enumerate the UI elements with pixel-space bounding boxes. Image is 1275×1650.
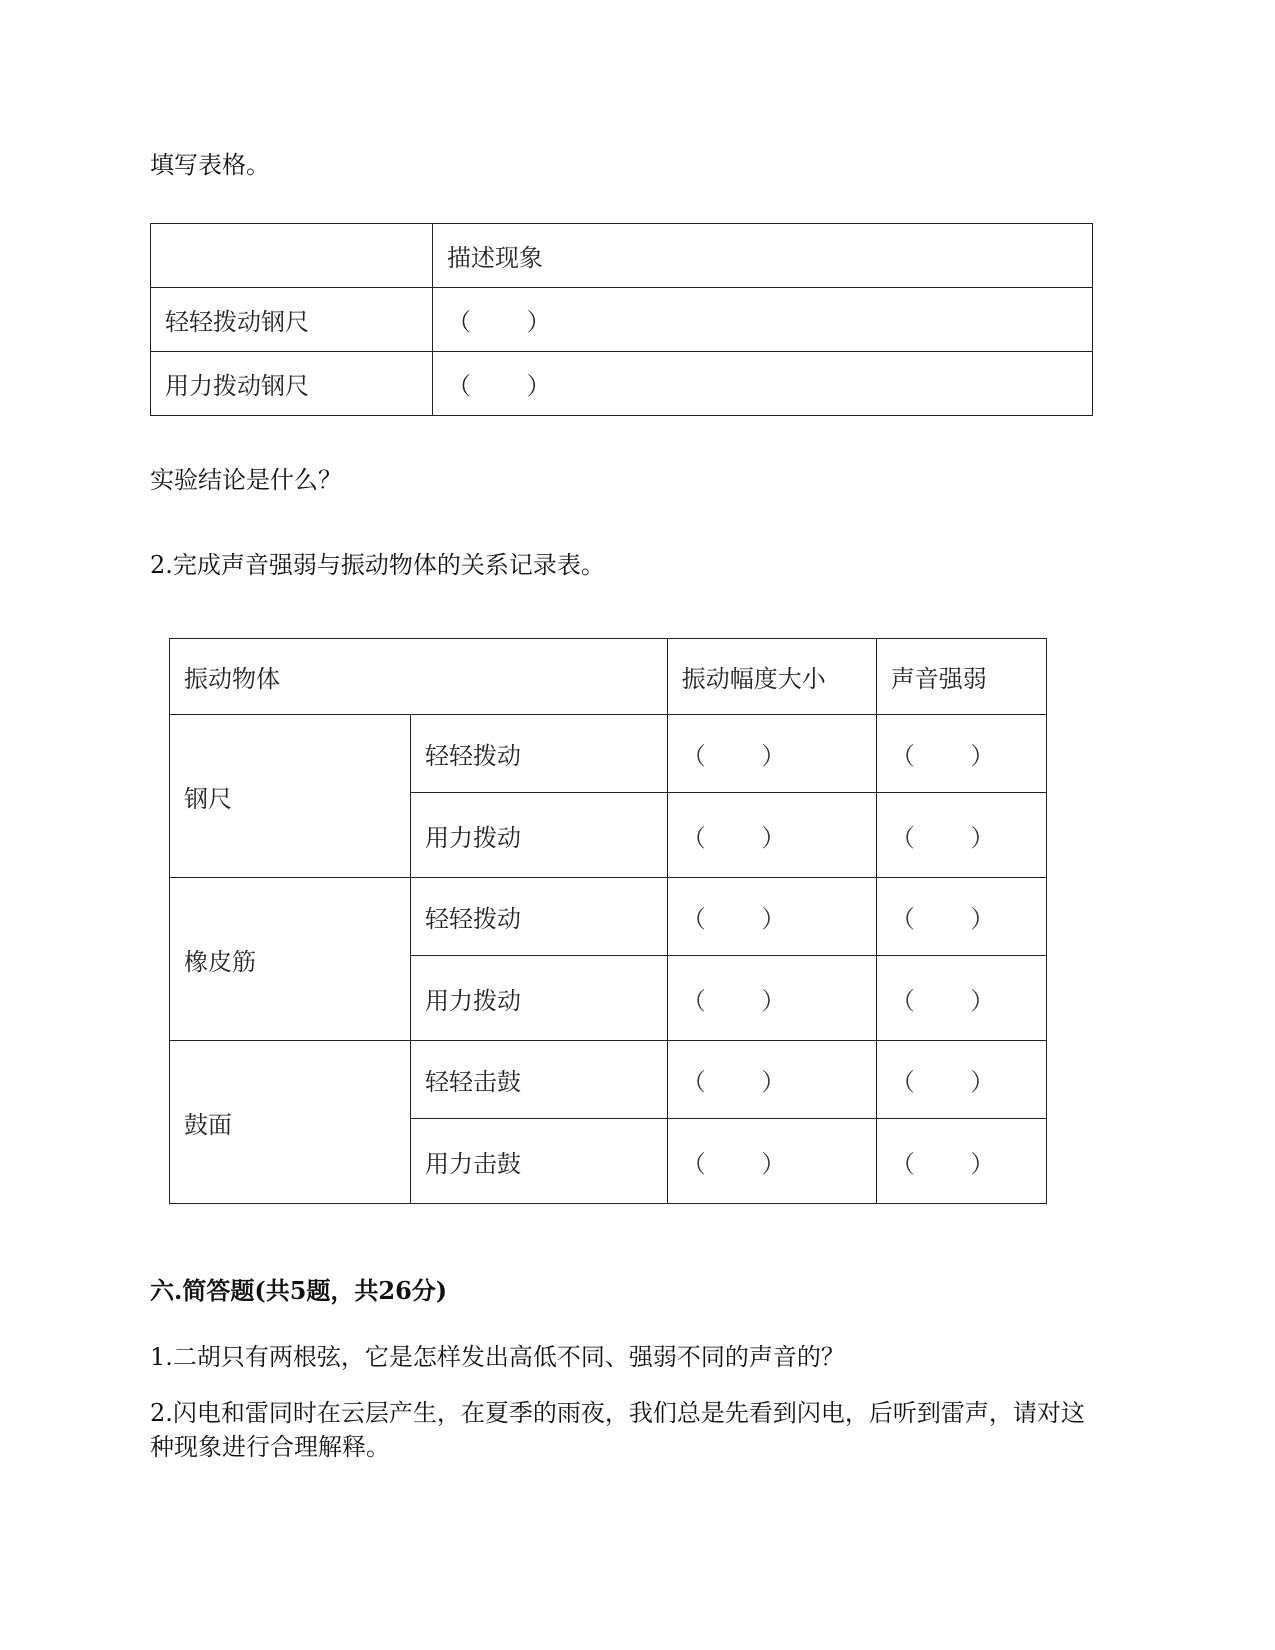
object-cell: 钢尺 [170, 715, 411, 878]
answer-blank[interactable]: （ ） [876, 1041, 1046, 1119]
action-cell: 轻轻拨动 [411, 715, 668, 793]
intro-text: 填写表格。 [150, 151, 270, 179]
table-row [170, 1041, 1047, 1119]
short-answer-q1: 1.二胡只有两根弦，它是怎样发出高低不同、强弱不同的声音的？ [150, 1343, 845, 1371]
answer-blank[interactable]: （ ） [876, 956, 1046, 1041]
row-label: 轻轻拨动钢尺 [151, 288, 433, 352]
table-row [170, 878, 1047, 956]
answer-blank[interactable]: （ ） [667, 715, 876, 793]
table-header-row [170, 639, 1047, 715]
table-header-row [151, 224, 1093, 288]
answer-blank[interactable]: （ ） [667, 1119, 876, 1204]
answer-blank[interactable]: （ ） [667, 1041, 876, 1119]
action-cell: 轻轻击鼓 [411, 1041, 668, 1119]
header-describe-cell: 描述现象 [433, 224, 1093, 288]
answer-blank[interactable]: （ ） [667, 793, 876, 878]
table-row [151, 288, 1093, 352]
answer-blank[interactable]: （ ） [433, 352, 1093, 416]
action-cell: 用力拨动 [411, 793, 668, 878]
answer-blank[interactable]: （ ） [667, 956, 876, 1041]
header-loudness: 声音强弱 [876, 639, 1046, 715]
short-answer-q2-line1: 2.闪电和雷同时在云层产生，在夏季的雨夜，我们总是先看到闪电，后听到雷声，请对这 [150, 1399, 1085, 1427]
observation-table [150, 223, 1093, 416]
answer-blank[interactable]: （ ） [876, 1119, 1046, 1204]
answer-blank[interactable]: （ ） [667, 878, 876, 956]
answer-blank[interactable]: （ ） [876, 793, 1046, 878]
answer-blank[interactable]: （ ） [876, 715, 1046, 793]
action-cell: 用力击鼓 [411, 1119, 668, 1204]
header-amplitude: 振动幅度大小 [667, 639, 876, 715]
table-row [151, 352, 1093, 416]
table-row [170, 715, 1047, 793]
action-cell: 轻轻拨动 [411, 878, 668, 956]
row-label: 用力拨动钢尺 [151, 352, 433, 416]
header-object: 振动物体 [170, 639, 668, 715]
vibration-record-table [169, 638, 1047, 1204]
object-cell: 鼓面 [170, 1041, 411, 1204]
section-title: 六.简答题(共5题，共26分) [150, 1276, 448, 1305]
short-answer-q2-line2: 种现象进行合理解释。 [150, 1433, 390, 1461]
object-cell: 橡皮筋 [170, 878, 411, 1041]
action-cell: 用力拨动 [411, 956, 668, 1041]
question-conclusion: 实验结论是什么？ [150, 466, 342, 494]
header-empty-cell [151, 224, 433, 288]
answer-blank[interactable]: （ ） [876, 878, 1046, 956]
question-2: 2.完成声音强弱与振动物体的关系记录表。 [150, 551, 605, 579]
answer-blank[interactable]: （ ） [433, 288, 1093, 352]
